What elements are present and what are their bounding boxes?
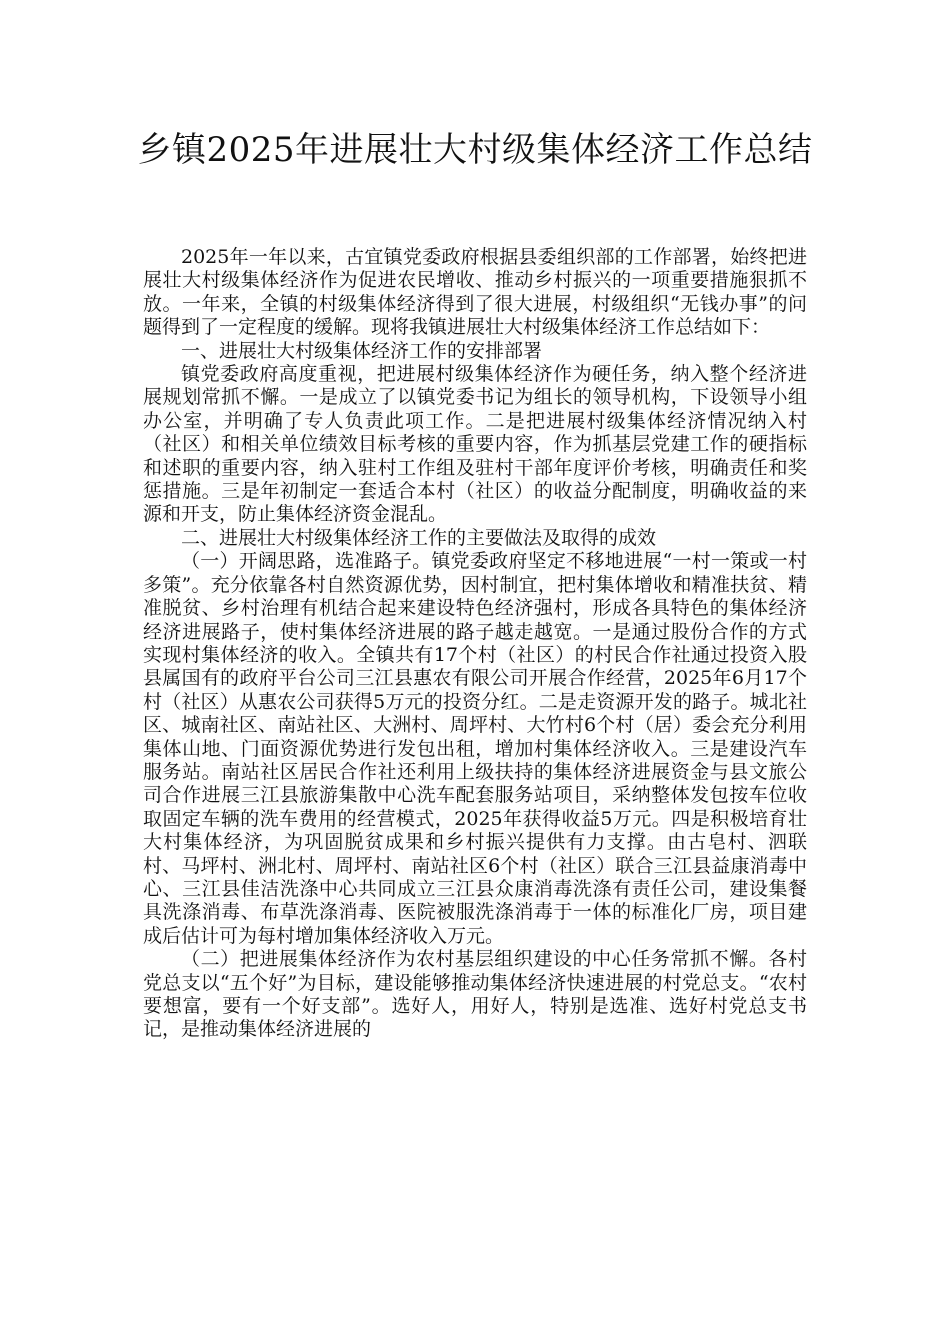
document-body (143, 246, 807, 1042)
paragraph-intro: 2025年一年以来，古宜镇党委政府根据县委组织部的工作部署，始终把进展壮大村级集体经济作为促进农民增收、推动乡村振兴的一项重要措施狠抓不放。一年来，全镇的村级集体经济得到了很大进展，村级组织“无钱办事”的问题得到了一定程度的缓解。现将我镇进展壮大村级集体经济工作总结如下： (143, 246, 807, 339)
document-title: 乡镇2025年进展壮大村级集体经济工作总结 (137, 130, 813, 170)
section-heading-1: 一、进展壮大村级集体经济工作的安排部署 (181, 339, 543, 362)
section-heading-2: 二、进展壮大村级集体经济工作的主要做法及取得的成效 (181, 526, 657, 549)
paragraph-approach-2: （二）把进展集体经济作为农村基层组织建设的中心任务常抓不懈。各村党总支以“五个好”为目标，建设能够推动集体经济快速进展的村党总支。“农村要想富，要有一个好支部”。选好人，用好人，特别是选准、选好村党总支书记，是推动集体经济进展的 (143, 948, 807, 1041)
paragraph-approach-1: （一）开阔思路，选准路子。镇党委政府坚定不移地进展“一村一策或一村多策”。充分依靠各村自然资源优势，因村制宜，把村集体增收和精准扶贫、精准脱贫、乡村治理有机结合起来建设特色经济强村，形成各具特色的集体经济经济进展路子，使村集体经济进展的路子越走越宽。一是通过股份合作的方式实现村集体经济的收入。全镇共有17个村（社区）的村民合作社通过投资入股县属国有的政府平台公司三江县惠农有限公司开展合作经营，2025年6月17个村（社区）从惠农公司获得5万元的投资分红。二是走资源开发的路子。城北社区、城南社区、南站社区、大洲村、周坪村、大竹村6个村（居）委会充分利用集体山地、门面资源优势进行发包出租，增加村集体经济收入。三是建设汽车服务站。南站社区居民合作社还利用上级扶持的集体经济进展资金与县文旅公司合作进展三江县旅游集散中心洗车配套服务站项目，采纳整体发包按车位收取固定车辆的洗车费用的经营模式，2025年获得收益5万元。四是积极培育壮大村集体经济，为巩固脱贫成果和乡村振兴提供有力支撑。由古皂村、泗联村、马坪村、洲北村、周坪村、南站社区6个村（社区）联合三江县益康消毒中心、三江县佳洁洗涤中心共同成立三江县众康消毒洗涤有责任公司，建设集餐具洗涤消毒、布草洗涤消毒、医院被服洗涤消毒于一体的标准化厂房，项目建成后估计可为每村增加集体经济收入万元。 (143, 550, 807, 947)
paragraph-arrangement: 镇党委政府高度重视，把进展村级集体经济作为硬任务，纳入整个经济进展规划常抓不懈。一是成立了以镇党委书记为组长的领导机构，下设领导小组办公室，并明确了专人负责此项工作。二是把进展村级集体经济情况纳入村（社区）和相关单位绩效目标考核的重要内容，作为抓基层党建工作的硬指标和述职的重要内容，纳入驻村工作组及驻村干部年度评价考核，明确责任和奖惩措施。三是年初制定一套适合本村（社区）的收益分配制度，明确收益的来源和开支，防止集体经济资金混乱。 (143, 363, 807, 526)
